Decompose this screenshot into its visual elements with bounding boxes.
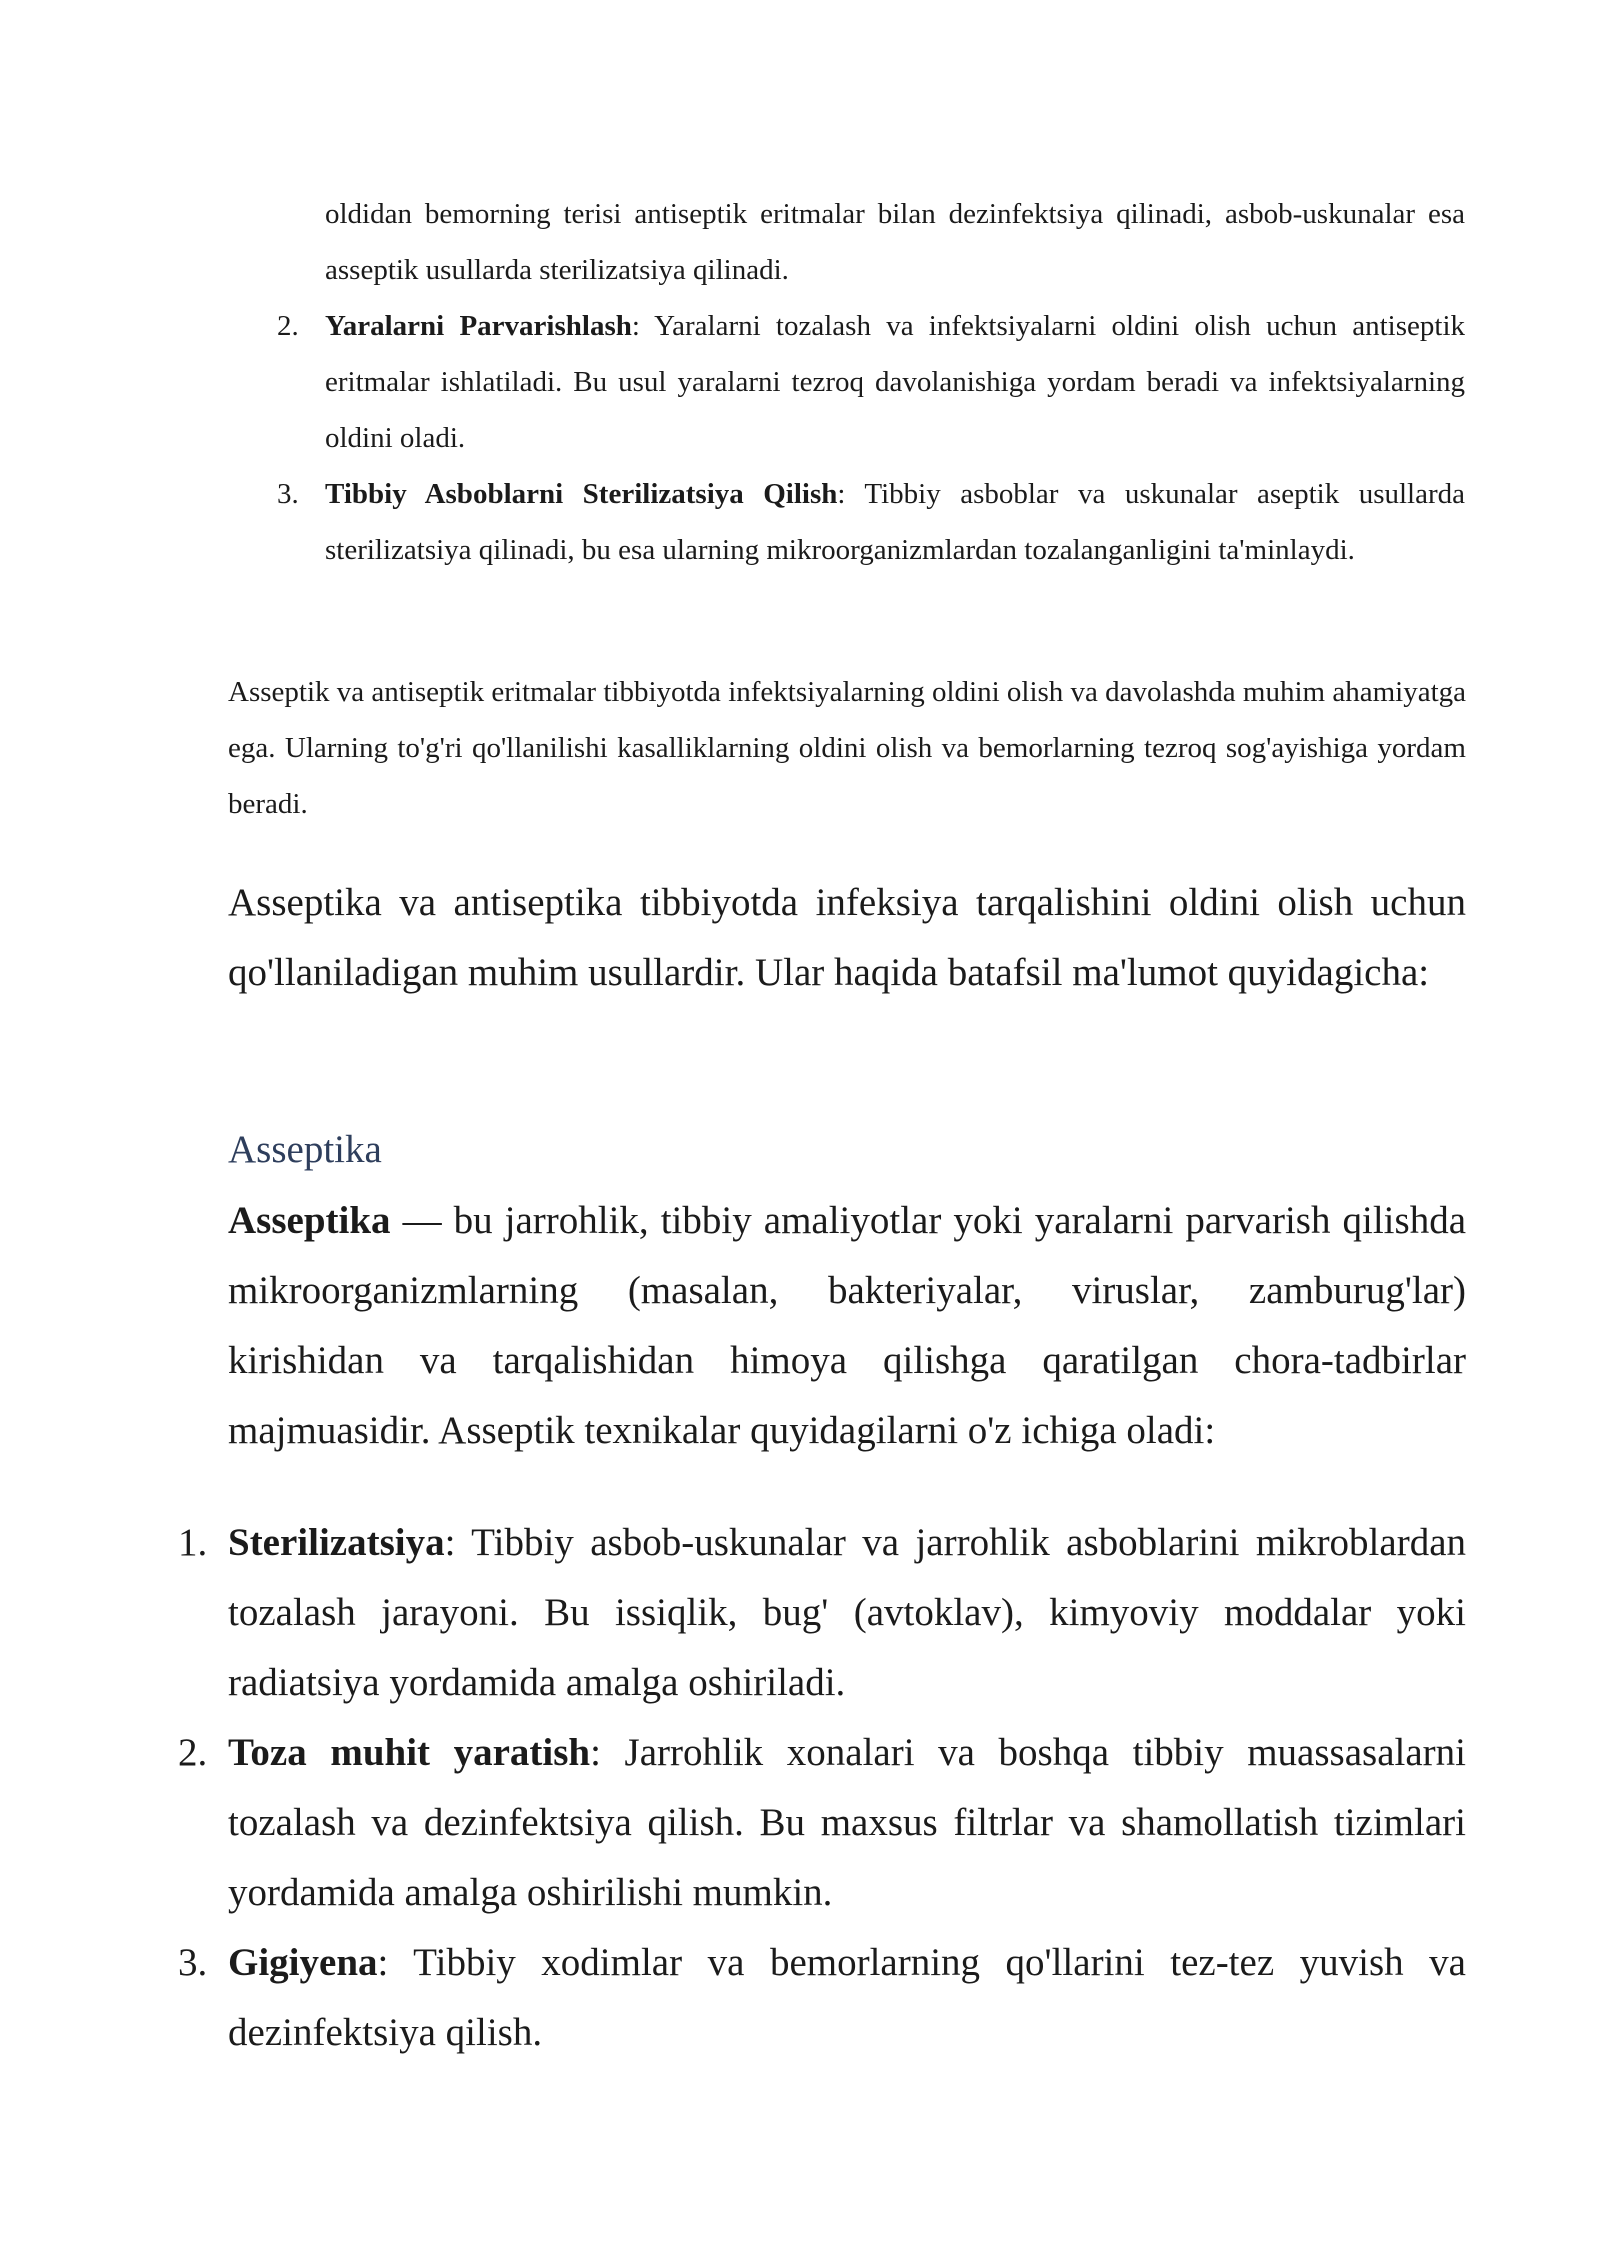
- list-item: [225, 298, 1465, 466]
- list-item-text: : Tibbiy asboblar va uskunalar aseptik usullarda sterilizatsiya qilinadi, bu esa ularning mikroorganizmlardan tozalanganligini ta'minlaydi.: [325, 478, 1465, 566]
- definition-term: Asseptika: [228, 1199, 391, 1242]
- continued-list-items: [225, 298, 1465, 578]
- list-item: [178, 1508, 1466, 1718]
- list-item-text: : Tibbiy xodimlar va bemorlarning qo'llarini tez-tez yuvish va dezinfektsiya qilish.: [228, 1941, 1466, 2054]
- list-item: [178, 1718, 1466, 1928]
- list-item-number: 2.: [178, 1731, 208, 1774]
- intro-paragraph: Asseptika va antiseptika tibbiyotda infeksiya tarqalishini oldini olish uchun qo'llaniladigan muhim usullardir. Ular haqida batafsil ma'lumot quyidagicha:: [228, 881, 1466, 994]
- list-item-term: Yaralarni Parvarishlash: [325, 310, 632, 342]
- summary-paragraph: Asseptik va antiseptik eritmalar tibbiyotda infektsiyalarning oldini olish va davolashda muhim ahamiyatga ega. Ularning to'g'ri qo'llanilishi kasalliklarning oldini olish va bemorlarning tezroq sog'ayishiga yordam beradi.: [228, 676, 1466, 820]
- list-item-text: : Yaralarni tozalash va infektsiyalarni oldini olish uchun antiseptik eritmalar ishlatiladi. Bu usul yaralarni tezroq davolanishiga yordam beradi va infektsiyalarning oldini oladi.: [325, 310, 1465, 454]
- continued-list: [225, 186, 1465, 578]
- list-item-term: Tibbiy Asboblarni Sterilizatsiya Qilish: [325, 478, 838, 510]
- list-item-text: : Jarrohlik xonalari va boshqa tibbiy muassasalarni tozalash va dezinfektsiya qilish. Bu maxsus filtrlar va shamollatish tizimlari yordamida amalga oshirilishi mumkin.: [228, 1731, 1466, 1914]
- list-item-continuation: oldidan bemorning terisi antiseptik eritmalar bilan dezinfektsiya qilinadi, asbob-uskunalar esa asseptik usullarda sterilizatsiya qilinadi.: [325, 198, 1465, 286]
- list-item: [225, 466, 1465, 578]
- list-item-number: 2.: [277, 310, 299, 342]
- section-heading: Asseptika: [228, 1128, 382, 1171]
- list-item-term: Toza muhit yaratish: [228, 1731, 591, 1774]
- definition-text: — bu jarrohlik, tibbiy amaliyotlar yoki yaralarni parvarish qilishda mikroorganizmlarning (masalan, bakteriyalar, viruslar, zamburug'lar) kirishidan va tarqalishidan himoya qilishga qaratilgan chora-tadbirlar majmuasidir. Asseptik texnikalar quyidagilarni o'z ichiga oladi:: [228, 1199, 1466, 1452]
- list-item-term: Sterilizatsiya: [228, 1521, 445, 1564]
- definition-paragraph: [228, 1186, 1466, 1466]
- list-item: [178, 1928, 1466, 2068]
- list-item-number: 3.: [277, 478, 299, 510]
- list-item-term: Gigiyena: [228, 1941, 378, 1984]
- list-item-number: 3.: [178, 1941, 208, 1984]
- aseptic-techniques-list: [178, 1508, 1466, 2068]
- list-item-number: 1.: [178, 1521, 208, 1564]
- list-item-text: : Tibbiy asbob-uskunalar va jarrohlik asboblarini mikroblardan tozalash jarayoni. Bu issiqlik, bug' (avtoklav), kimyoviy moddalar yoki radiatsiya yordamida amalga oshiriladi.: [228, 1521, 1466, 1704]
